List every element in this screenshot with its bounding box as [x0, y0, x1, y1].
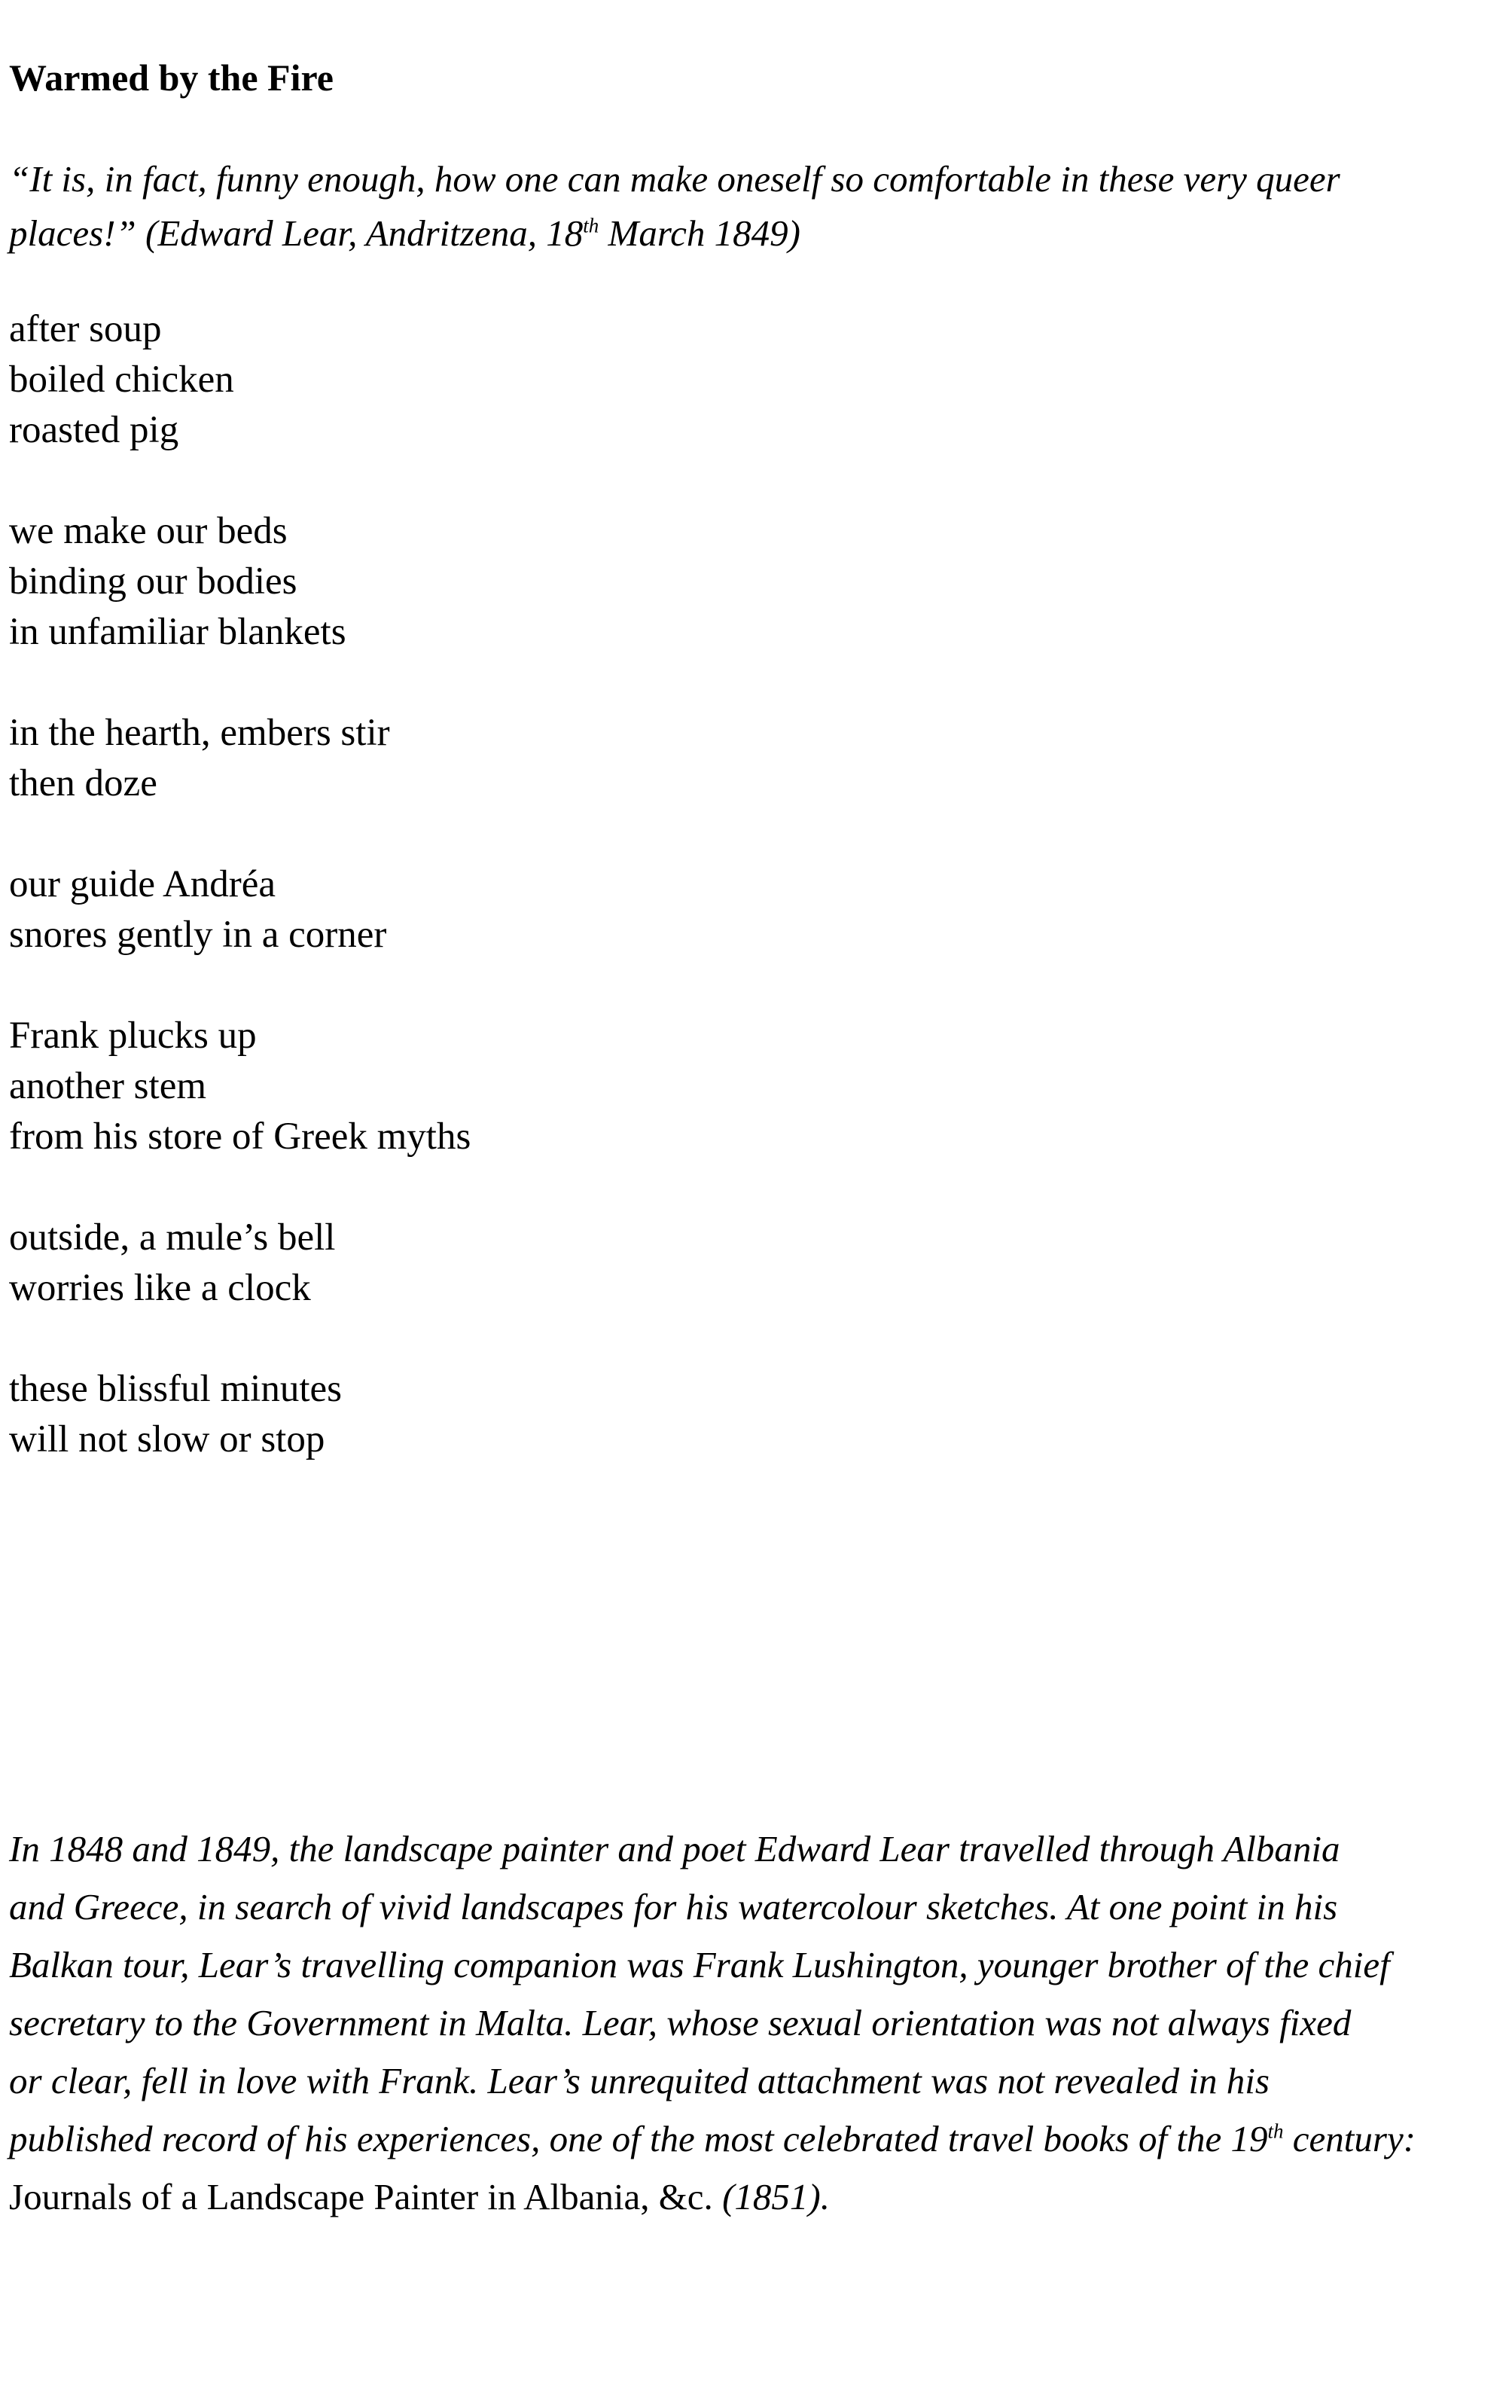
poem-line: in unfamiliar blankets: [9, 611, 346, 653]
note-line: or clear, fell in love with Frank. Lear’s unrequited attachment was not revealed in his: [9, 2060, 1270, 2101]
stanza: [9, 1011, 471, 1162]
stanza: [9, 304, 471, 456]
note-line: Balkan tour, Lear’s travelling companion was Frank Lushington, younger brother of the chief: [9, 1944, 1390, 1985]
epigraph-superscript: th: [583, 214, 599, 237]
stanza: [9, 506, 471, 658]
stanza: [9, 1213, 471, 1314]
stanza: [9, 1364, 471, 1465]
epigraph: [9, 152, 1440, 261]
note-superscript: th: [1267, 2120, 1284, 2143]
note-line: secretary to the Government in Malta. Lear, whose sexual orientation was not always fixed: [9, 2002, 1352, 2043]
author-note: [9, 1820, 1485, 2226]
poem-line: binding our bodies: [9, 560, 297, 603]
poem-line: snores gently in a corner: [9, 914, 387, 956]
book-title: Journals of a Landscape Painter in Albania, &c.: [9, 2176, 713, 2217]
poem-line: from his store of Greek myths: [9, 1115, 471, 1158]
note-line: [9, 2168, 1485, 2226]
poem-line: we make our beds: [9, 510, 288, 552]
poem-line: worries like a clock: [9, 1267, 311, 1309]
epigraph-line: [9, 206, 1440, 261]
epigraph-text: places!” (Edward Lear, Andritzena, 18: [9, 212, 584, 254]
poem-line: in the hearth, embers stir: [9, 712, 390, 754]
note-line: [9, 2110, 1485, 2168]
note-line: In 1848 and 1849, the landscape painter and poet Edward Lear travelled through Albania: [9, 1828, 1340, 1869]
note-line: and Greece, in search of vivid landscapes for his watercolour sketches. At one point in his: [9, 1886, 1338, 1927]
poem-line: boiled chicken: [9, 359, 234, 401]
book-year: (1851).: [712, 2176, 830, 2217]
stanza: [9, 708, 471, 809]
poem-line: Frank plucks up: [9, 1015, 257, 1057]
poem-body: [9, 304, 471, 1515]
epigraph-line: “It is, in fact, funny enough, how one can make oneself so comfortable in these very queer: [9, 158, 1340, 200]
poem-line: will not slow or stop: [9, 1418, 325, 1460]
poem-line: roasted pig: [9, 409, 179, 451]
poem-line: these blissful minutes: [9, 1368, 342, 1410]
epigraph-text: March 1849): [599, 212, 800, 254]
poem-line: then doze: [9, 762, 157, 804]
stanza: [9, 859, 471, 960]
note-text: published record of his experiences, one of the most celebrated travel books of the 19: [9, 2118, 1268, 2159]
poem-line: another stem: [9, 1065, 206, 1107]
note-text: century:: [1283, 2118, 1416, 2159]
poem-line: after soup: [9, 308, 162, 350]
poem-line: our guide Andréa: [9, 863, 276, 905]
poem-title: Warmed by the Fire: [9, 56, 334, 99]
poem-line: outside, a mule’s bell: [9, 1216, 336, 1259]
